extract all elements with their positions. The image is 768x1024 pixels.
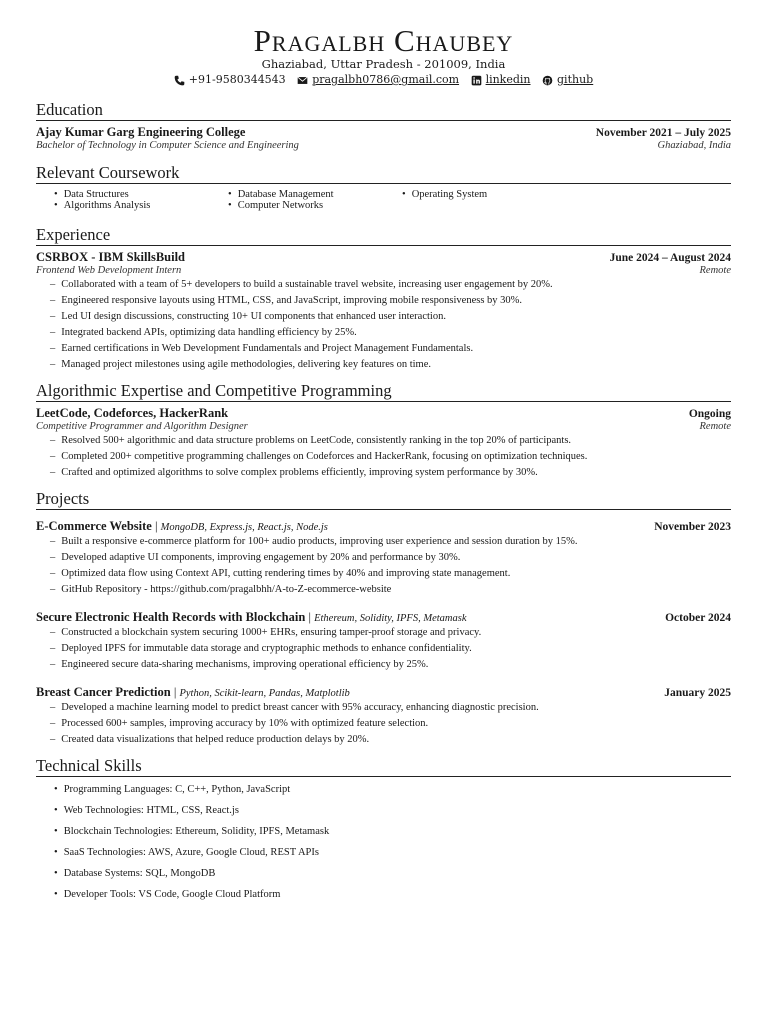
bullet-item: – Engineered secure data-sharing mechanisms, improving operational efficiency by 25%. — [50, 657, 731, 673]
course-item: • Computer Networks — [228, 200, 402, 211]
coursework-col-3 — [402, 189, 576, 211]
experience-row — [36, 250, 731, 265]
course-item: • Algorithms Analysis — [54, 200, 228, 211]
bullet-item: – Managed project milestones using agile methodologies, delivering key features on time. — [50, 357, 731, 373]
project-entry — [36, 610, 731, 673]
project-name: Secure Electronic Health Records with Blockchain — [36, 609, 306, 624]
education-dates: November 2021 – July 2025 — [595, 126, 731, 139]
project-bullets — [36, 625, 731, 673]
skill-item: • Web Technologies: HTML, CSS, React.js — [54, 800, 731, 821]
skill-item: • Blockchain Technologies: Ethereum, Solidity, IPFS, Metamask — [54, 821, 731, 842]
coursework-grid — [36, 189, 731, 211]
bullet-item: – Crafted and optimized algorithms to solve complex problems efficiently, improving system performance by 30%. — [50, 465, 731, 481]
experience-section — [36, 225, 731, 373]
project-title-line — [36, 685, 350, 700]
project-date: October 2024 — [665, 611, 731, 624]
coursework-section — [36, 163, 731, 211]
course-item: • Database Management — [228, 189, 402, 200]
project-tech: MongoDB, Express.js, React.js, Node.js — [160, 521, 328, 533]
bullet-item: – Led UI design discussions, constructing 10+ UI components that enhanced user interaction. — [50, 309, 731, 325]
bullet-item: – Deployed IPFS for immutable data storage and cryptographic methods to enhance confidentiality. — [50, 641, 731, 657]
education-location: Ghaziabad, India — [657, 139, 731, 151]
bullet-item: – Constructed a blockchain system securing 1000+ EHRs, ensuring tamper-proof storage and privacy. — [50, 625, 731, 641]
linkedin-contact[interactable] — [471, 72, 531, 88]
bullet-item: – Integrated backend APIs, optimizing data handling efficiency by 25%. — [50, 325, 731, 341]
resume-page — [36, 23, 731, 905]
project-row — [36, 685, 731, 700]
algo-location: Remote — [699, 420, 731, 432]
bullet-item: – Built a responsive e-commerce platform for 100+ audio products, improving user experience and session duration by 15%. — [50, 534, 731, 550]
coursework-heading: Relevant Coursework — [36, 163, 731, 184]
bullet-item: – Optimized data flow using Context API, cutting rendering times by 40% and improving state management. — [50, 566, 731, 582]
envelope-icon — [297, 75, 308, 86]
resume-header — [36, 23, 731, 91]
contact-line — [36, 72, 731, 91]
linkedin-icon — [471, 75, 482, 86]
company-name: CSRBOX - IBM SkillsBuild — [36, 249, 186, 264]
bullet-item: – GitHub Repository - https://github.com/pragalbhh/A-to-Z-ecommerce-website — [50, 582, 731, 598]
bullet-item: – Created data visualizations that helped reduce production delays by 20%. — [50, 732, 731, 748]
skills-heading: Technical Skills — [36, 756, 731, 777]
skill-item: • Programming Languages: C, C++, Python, JavaScript — [54, 779, 731, 800]
bullet-item: – Earned certifications in Web Development Fundamentals and Project Management Fundamentals. — [50, 341, 731, 357]
degree: Bachelor of Technology in Computer Science and Engineering — [36, 139, 299, 151]
skill-item: • Database Systems: SQL, MongoDB — [54, 863, 731, 884]
bullet-item: – Resolved 500+ algorithmic and data structure problems on LeetCode, consistently ranking in the top 20% of participants. — [50, 433, 731, 449]
skill-item: • SaaS Technologies: AWS, Azure, Google Cloud, REST APIs — [54, 842, 731, 863]
algorithmic-heading: Algorithmic Expertise and Competitive Programming — [36, 381, 731, 402]
github-link[interactable]: github — [557, 73, 594, 86]
github-contact[interactable] — [542, 72, 593, 88]
separator: | — [154, 518, 161, 533]
project-entry — [36, 685, 731, 748]
coursework-col-1 — [54, 189, 228, 211]
job-role: Frontend Web Development Intern — [36, 264, 182, 276]
education-row — [36, 125, 731, 140]
phone-number: +91-9580344543 — [188, 73, 286, 86]
algorithmic-bullets — [36, 433, 731, 481]
project-bullets — [36, 534, 731, 598]
algorithmic-row — [36, 406, 731, 421]
project-date: January 2025 — [664, 686, 731, 699]
bullet-item: – Processed 600+ samples, improving accuracy by 10% with optimized feature selection. — [50, 716, 731, 732]
projects-section — [36, 489, 731, 748]
address: Ghaziabad, Uttar Pradesh - 201009, India — [261, 57, 506, 71]
bullet-item: – Developed a machine learning model to predict breast cancer with 95% accuracy, enhancing diagnostic precision. — [50, 700, 731, 716]
education-subrow — [36, 140, 731, 151]
phone-contact[interactable] — [174, 72, 286, 88]
bullet-item: – Completed 200+ competitive programming challenges on Codeforces and HackerRank, focusing on optimization techniques. — [50, 449, 731, 465]
phone-icon — [174, 75, 185, 86]
project-row — [36, 519, 731, 534]
project-title-line — [36, 519, 328, 534]
project-title-line — [36, 610, 467, 625]
skill-item: • Developer Tools: VS Code, Google Cloud Platform — [54, 884, 731, 905]
project-row — [36, 610, 731, 625]
project-name: Breast Cancer Prediction — [36, 684, 171, 699]
school-name: Ajay Kumar Garg Engineering College — [36, 124, 246, 139]
bullet-item: – Engineered responsive layouts using HTML, CSS, and JavaScript, improving mobile responsiveness by 30%. — [50, 293, 731, 309]
coursework-col-2 — [228, 189, 402, 211]
job-location: Remote — [699, 264, 731, 276]
github-icon — [542, 75, 553, 86]
experience-dates: June 2024 – August 2024 — [609, 251, 731, 264]
course-item: • Operating System — [402, 189, 576, 200]
project-date: November 2023 — [654, 520, 731, 533]
email-contact[interactable] — [297, 72, 459, 88]
email-link[interactable]: pragalbh0786@gmail.com — [312, 73, 460, 86]
candidate-name: Pragalbh Chaubey — [253, 23, 514, 58]
education-heading: Education — [36, 100, 731, 121]
algorithmic-subrow — [36, 421, 731, 432]
bullet-item: – Developed adaptive UI components, improving engagement by 20% and performance by 30%. — [50, 550, 731, 566]
experience-heading: Experience — [36, 225, 731, 246]
algo-status: Ongoing — [688, 407, 731, 420]
project-tech: Ethereum, Solidity, IPFS, Metamask — [314, 612, 467, 624]
separator: | — [173, 684, 180, 699]
linkedin-link[interactable]: linkedin — [485, 73, 531, 86]
bullet-item: – Collaborated with a team of 5+ developers to build a sustainable travel website, increasing user engagement by 20%. — [50, 277, 731, 293]
experience-subrow — [36, 265, 731, 276]
education-section — [36, 100, 731, 151]
separator: | — [308, 609, 315, 624]
project-tech: Python, Scikit-learn, Pandas, Matplotlib — [179, 687, 350, 699]
project-entry — [36, 519, 731, 598]
skills-list — [36, 779, 731, 905]
project-bullets — [36, 700, 731, 748]
course-item: • Data Structures — [54, 189, 228, 200]
project-name: E-Commerce Website — [36, 518, 152, 533]
experience-bullets — [36, 277, 731, 373]
platforms: LeetCode, Codeforces, HackerRank — [36, 405, 229, 420]
projects-heading: Projects — [36, 489, 731, 510]
algorithmic-section — [36, 381, 731, 481]
algo-role: Competitive Programmer and Algorithm Designer — [36, 420, 248, 432]
skills-section — [36, 756, 731, 905]
